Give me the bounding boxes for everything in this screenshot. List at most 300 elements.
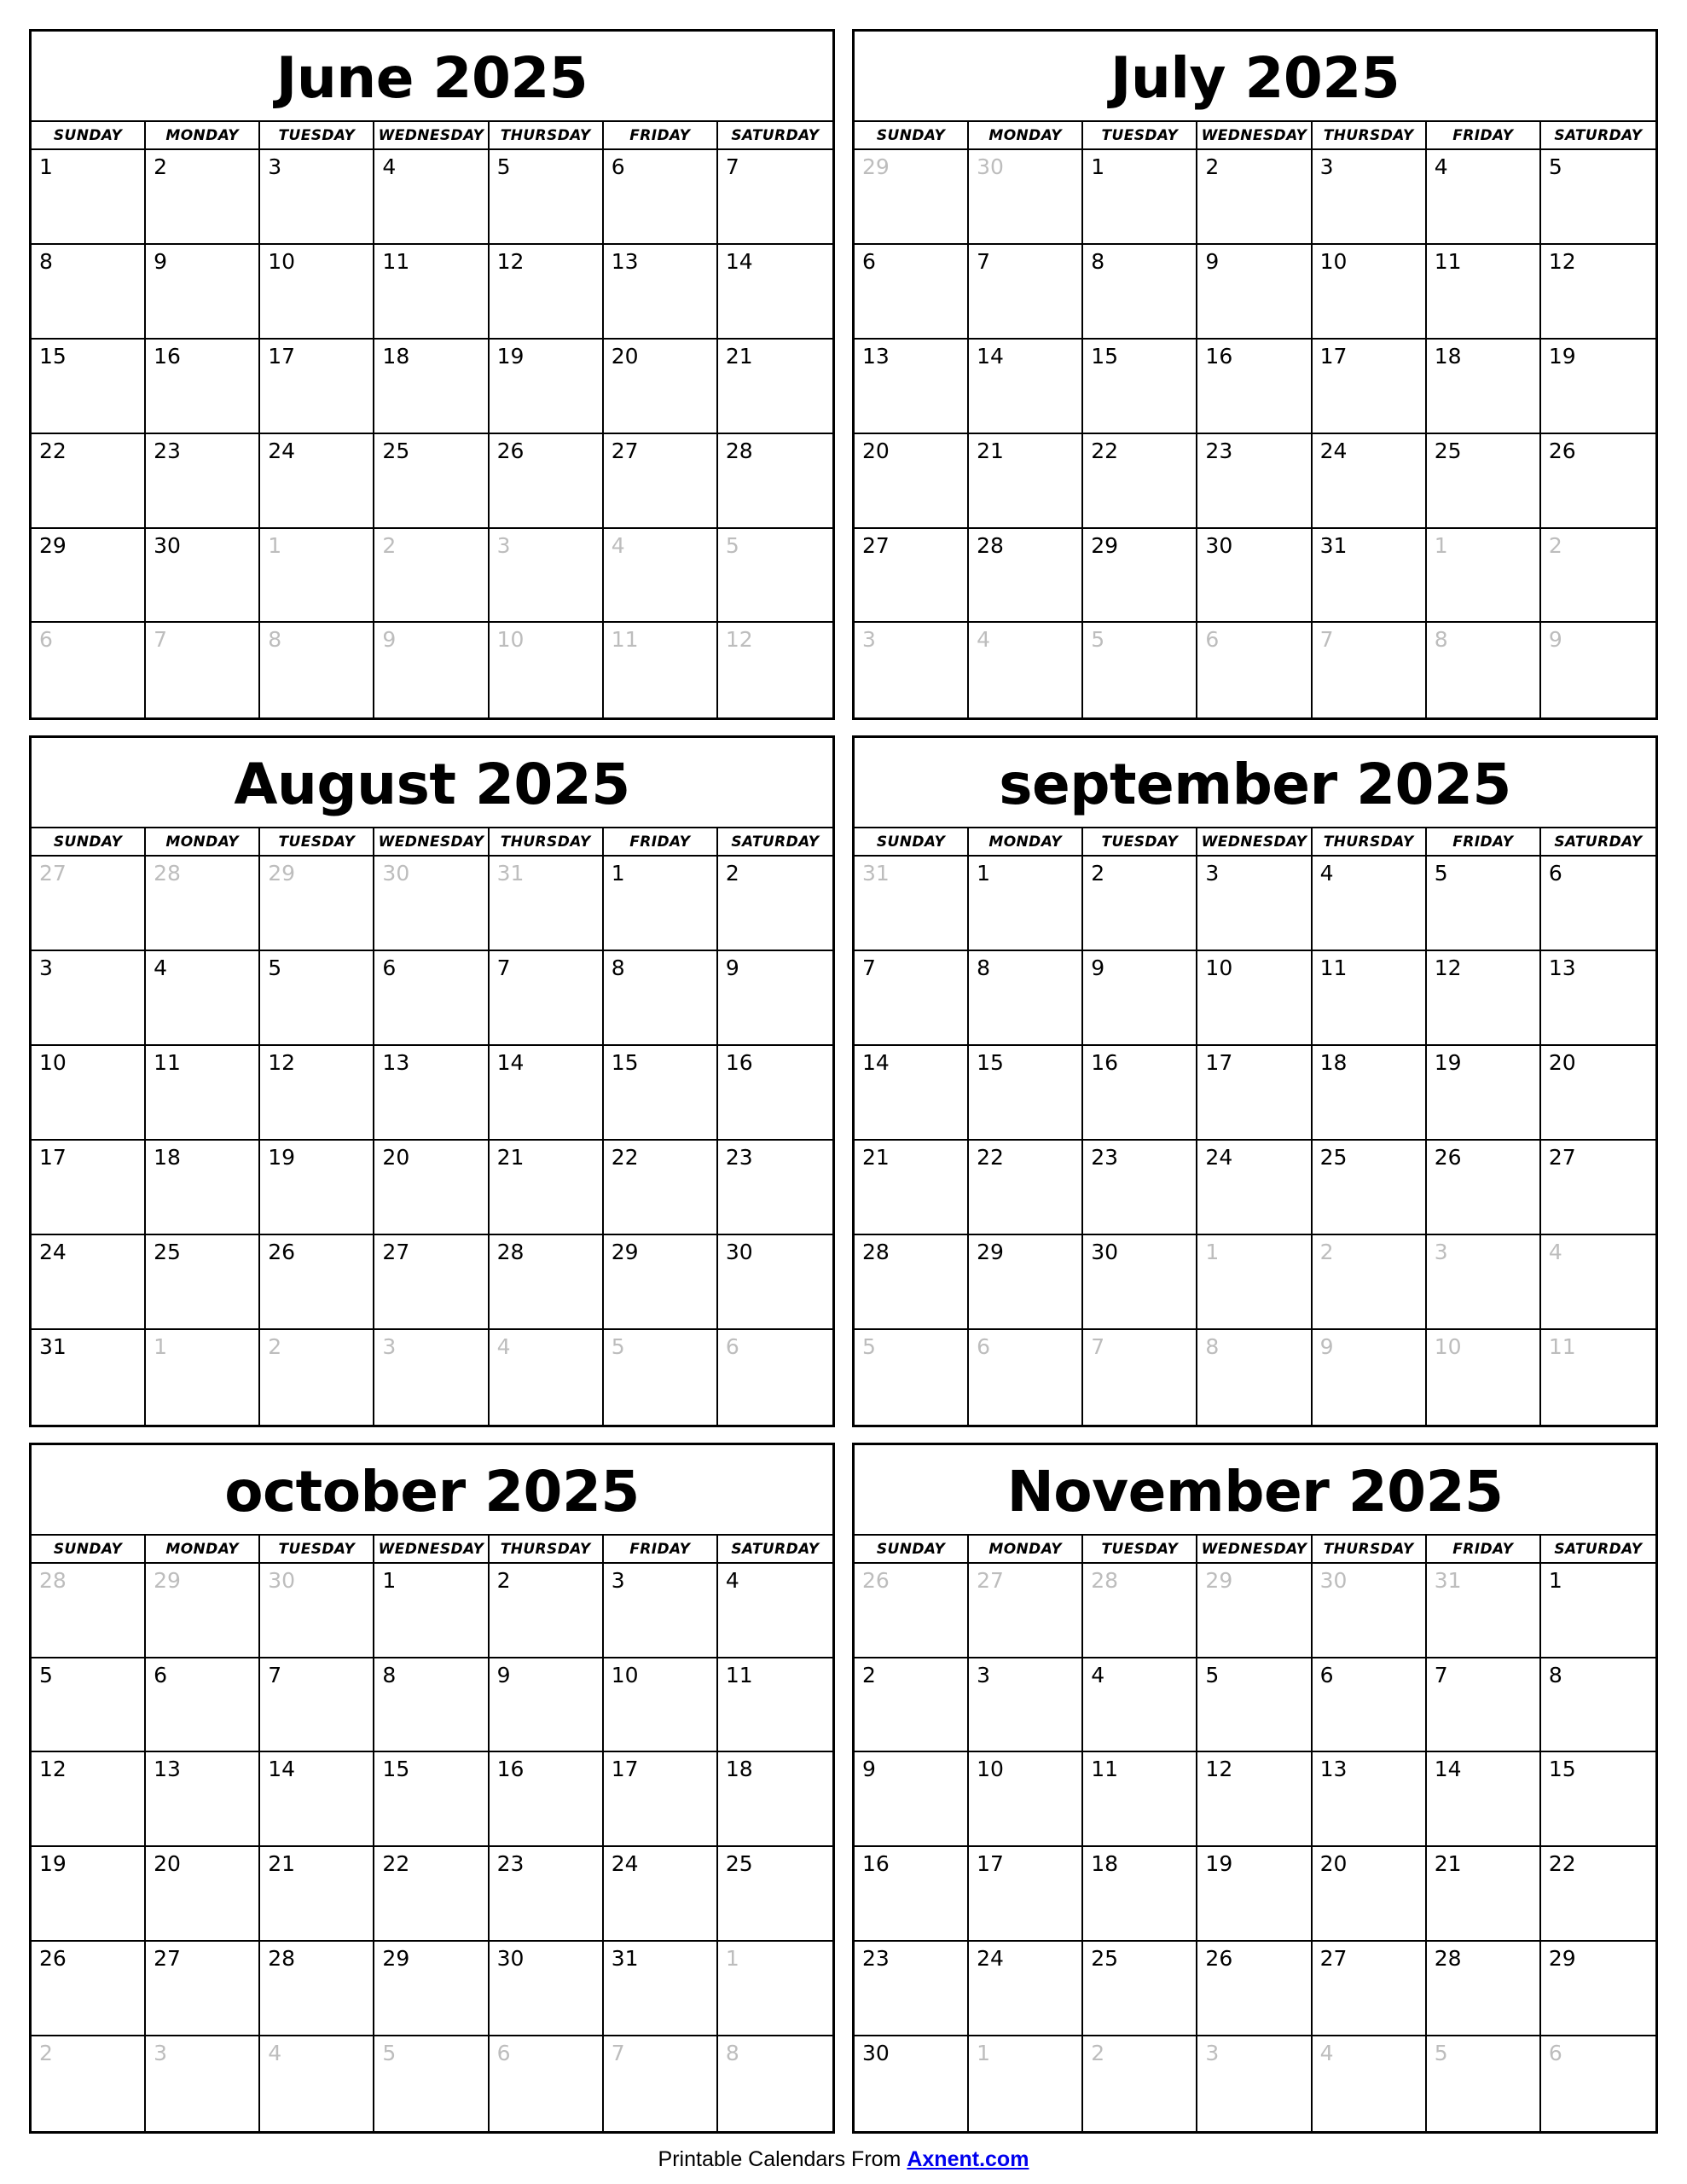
day-cell[interactable]: 15 (1548, 1757, 1576, 1782)
weekday-header: WEDNESDAY (1197, 122, 1312, 148)
day-cell-adjacent-month[interactable]: 2 (1548, 532, 1562, 558)
day-cell-adjacent-month[interactable]: 8 (1197, 1330, 1312, 1425)
day-cell[interactable]: 26 (1548, 438, 1576, 463)
week-row (32, 857, 832, 951)
day-cell[interactable]: 10 (1313, 245, 1427, 338)
day-cell[interactable]: 8 (1548, 1662, 1562, 1687)
day-cell-adjacent-month[interactable]: 4 (604, 529, 718, 622)
day-cell[interactable]: 7 (725, 154, 739, 179)
day-cell-adjacent-month[interactable]: 7 (604, 2036, 718, 2131)
week-row (855, 857, 1655, 951)
day-cell[interactable]: 11 (1427, 245, 1541, 338)
weeks-container (32, 857, 832, 1424)
day-cell[interactable]: 24 (32, 1235, 146, 1328)
day-cell[interactable]: 13 (1313, 1752, 1427, 1845)
day-cell[interactable]: 28 (1427, 1942, 1541, 2035)
day-cell[interactable]: 28 (260, 1942, 374, 2035)
day-cell[interactable]: 1 (32, 150, 146, 243)
day-cell-adjacent-month[interactable]: 11 (1548, 1333, 1576, 1359)
day-cell[interactable]: 27 (604, 434, 718, 527)
month-block (852, 1443, 1658, 2134)
day-cell[interactable]: 25 (374, 434, 489, 527)
week-row (855, 1141, 1655, 1235)
day-cell[interactable]: 28 (855, 1235, 969, 1328)
day-cell-adjacent-month[interactable]: 4 (490, 1330, 604, 1425)
day-cell[interactable]: 26 (32, 1942, 146, 2035)
day-cell[interactable]: 4 (146, 951, 260, 1044)
day-cell[interactable]: 10 (604, 1658, 718, 1751)
day-cell[interactable]: 19 (260, 1141, 374, 1234)
day-cell[interactable]: 7 (855, 951, 969, 1044)
day-cell[interactable]: 1 (1548, 1567, 1562, 1593)
day-cell[interactable]: 5 (32, 1658, 146, 1751)
day-cell[interactable]: 14 (260, 1752, 374, 1845)
day-cell-adjacent-month[interactable]: 2 (260, 1330, 374, 1425)
day-cell[interactable]: 19 (32, 1847, 146, 1940)
weekday-header: SATURDAY (1554, 1540, 1643, 1558)
day-cell[interactable]: 3 (1197, 857, 1312, 950)
day-cell[interactable]: 22 (32, 434, 146, 527)
day-cell-adjacent-month[interactable]: 3 (1427, 1235, 1541, 1328)
day-cell-adjacent-month[interactable]: 1 (1427, 529, 1541, 622)
day-cell[interactable]: 18 (146, 1141, 260, 1234)
day-cell-adjacent-month[interactable]: 12 (725, 627, 753, 653)
day-cell-adjacent-month[interactable]: 2 (374, 529, 489, 622)
day-cell[interactable]: 25 (146, 1235, 260, 1328)
day-cell-adjacent-month[interactable]: 5 (1427, 2036, 1541, 2131)
week-row (855, 2036, 1655, 2131)
day-cell[interactable]: 17 (32, 1141, 146, 1234)
day-cell-adjacent-month[interactable]: 1 (969, 2036, 1083, 2131)
day-cell-adjacent-month[interactable]: 1 (725, 1946, 739, 1972)
day-cell-adjacent-month[interactable]: 1 (146, 1330, 260, 1425)
day-cell[interactable]: 18 (1427, 340, 1541, 433)
day-cell[interactable]: 21 (260, 1847, 374, 1940)
day-cell-adjacent-month[interactable]: 5 (1083, 623, 1197, 717)
day-cell[interactable]: 26 (490, 434, 604, 527)
day-cell[interactable]: 24 (260, 434, 374, 527)
day-cell-adjacent-month[interactable]: 7 (1083, 1330, 1197, 1425)
day-cell[interactable]: 20 (604, 340, 718, 433)
day-cell-adjacent-month[interactable]: 3 (490, 529, 604, 622)
week-row (855, 951, 1655, 1046)
day-cell-adjacent-month[interactable]: 31 (855, 857, 969, 950)
footer-brand-link[interactable]: Axnent.com (907, 2147, 1029, 2171)
day-cell[interactable]: 17 (1313, 340, 1427, 433)
day-cell-adjacent-month[interactable]: 6 (1548, 2041, 1562, 2066)
day-cell-adjacent-month[interactable]: 7 (146, 623, 260, 717)
day-cell[interactable]: 23 (855, 1942, 969, 2035)
day-cell[interactable]: 2 (725, 861, 739, 886)
day-cell[interactable]: 31 (604, 1942, 718, 2035)
day-cell-adjacent-month[interactable]: 5 (855, 1330, 969, 1425)
day-cell[interactable]: 29 (1548, 1946, 1576, 1972)
weeks-container (32, 150, 832, 717)
day-cell-adjacent-month[interactable]: 30 (260, 1564, 374, 1657)
day-cell[interactable]: 9 (1083, 951, 1197, 1044)
day-cell[interactable]: 6 (604, 150, 718, 243)
day-cell[interactable]: 28 (969, 529, 1083, 622)
day-cell[interactable]: 2 (490, 1564, 604, 1657)
day-cell[interactable]: 16 (490, 1752, 604, 1845)
day-cell[interactable]: 16 (146, 340, 260, 433)
day-cell[interactable]: 12 (260, 1046, 374, 1139)
weekday-header: SATURDAY (731, 1540, 820, 1558)
day-cell[interactable]: 9 (725, 956, 739, 981)
weekday-header: SATURDAY (1554, 834, 1643, 851)
day-cell[interactable]: 30 (855, 2036, 969, 2131)
day-cell[interactable]: 3 (969, 1658, 1083, 1751)
day-cell[interactable]: 8 (969, 951, 1083, 1044)
day-cell[interactable]: 12 (1427, 951, 1541, 1044)
week-row (32, 529, 832, 624)
week-row (855, 1330, 1655, 1425)
day-cell[interactable]: 13 (374, 1046, 489, 1139)
day-cell[interactable]: 27 (374, 1235, 489, 1328)
day-cell-adjacent-month[interactable]: 26 (855, 1564, 969, 1657)
day-cell[interactable]: 26 (1427, 1141, 1541, 1234)
day-cell[interactable]: 16 (1083, 1046, 1197, 1139)
weekday-header: SUNDAY (32, 1536, 146, 1562)
day-cell[interactable]: 13 (146, 1752, 260, 1845)
day-cell[interactable]: 9 (855, 1752, 969, 1845)
day-cell[interactable]: 15 (604, 1046, 718, 1139)
day-cell[interactable]: 14 (725, 248, 753, 274)
weekday-header: SUNDAY (855, 1536, 969, 1562)
day-cell-adjacent-month[interactable]: 4 (1313, 2036, 1427, 2131)
day-cell[interactable]: 11 (1313, 951, 1427, 1044)
day-cell-adjacent-month[interactable]: 31 (490, 857, 604, 950)
weekday-header: MONDAY (146, 122, 260, 148)
day-cell[interactable]: 25 (1313, 1141, 1427, 1234)
day-cell-adjacent-month[interactable]: 8 (260, 623, 374, 717)
day-cell[interactable]: 23 (1083, 1141, 1197, 1234)
day-cell[interactable]: 15 (969, 1046, 1083, 1139)
day-cell[interactable]: 17 (604, 1752, 718, 1845)
day-cell[interactable]: 9 (1197, 245, 1312, 338)
day-cell-adjacent-month[interactable]: 30 (374, 857, 489, 950)
day-cell-adjacent-month[interactable]: 29 (1197, 1564, 1312, 1657)
day-cell-adjacent-month[interactable]: 9 (1548, 627, 1562, 653)
day-cell[interactable]: 27 (1313, 1942, 1427, 2035)
week-row (32, 150, 832, 245)
day-cell-adjacent-month[interactable]: 30 (969, 150, 1083, 243)
day-cell[interactable]: 1 (604, 857, 718, 950)
day-cell-adjacent-month[interactable]: 5 (604, 1330, 718, 1425)
day-cell-adjacent-month[interactable]: 8 (1427, 623, 1541, 717)
week-row (855, 1658, 1655, 1753)
day-cell[interactable]: 30 (725, 1239, 753, 1264)
week-row (32, 623, 832, 717)
day-cell[interactable]: 13 (855, 340, 969, 433)
day-cell[interactable]: 7 (260, 1658, 374, 1751)
day-cell-adjacent-month[interactable]: 10 (1427, 1330, 1541, 1425)
day-cell[interactable]: 28 (490, 1235, 604, 1328)
week-row (32, 340, 832, 434)
weekday-header: FRIDAY (1427, 122, 1541, 148)
day-cell-adjacent-month[interactable]: 6 (969, 1330, 1083, 1425)
day-cell[interactable]: 23 (146, 434, 260, 527)
week-row (32, 1141, 832, 1235)
week-row (32, 1752, 832, 1847)
week-row (855, 434, 1655, 529)
day-cell[interactable]: 31 (32, 1330, 146, 1425)
day-cell[interactable]: 14 (1427, 1752, 1541, 1845)
day-cell[interactable]: 27 (855, 529, 969, 622)
week-row (855, 1847, 1655, 1942)
day-cell-adjacent-month[interactable]: 29 (146, 1564, 260, 1657)
day-cell[interactable]: 1 (374, 1564, 489, 1657)
day-cell[interactable]: 26 (1197, 1942, 1312, 2035)
day-cell[interactable]: 28 (725, 438, 753, 463)
day-cell[interactable]: 17 (1197, 1046, 1312, 1139)
day-cell[interactable]: 20 (1313, 1847, 1427, 1940)
day-cell[interactable]: 10 (1197, 951, 1312, 1044)
day-cell[interactable]: 8 (374, 1658, 489, 1751)
day-cell[interactable]: 21 (490, 1141, 604, 1234)
day-cell[interactable]: 13 (604, 245, 718, 338)
day-cell-adjacent-month[interactable]: 31 (1427, 1564, 1541, 1657)
week-row (32, 245, 832, 340)
day-cell[interactable]: 16 (1197, 340, 1312, 433)
day-cell[interactable]: 4 (374, 150, 489, 243)
day-cell[interactable]: 24 (969, 1942, 1083, 2035)
day-cell[interactable]: 5 (1548, 154, 1562, 179)
day-cell-adjacent-month[interactable]: 3 (146, 2036, 260, 2131)
day-cell[interactable]: 6 (1548, 861, 1562, 886)
day-cell[interactable]: 5 (490, 150, 604, 243)
day-cell[interactable]: 14 (969, 340, 1083, 433)
day-cell[interactable]: 3 (260, 150, 374, 243)
day-cell[interactable]: 23 (725, 1144, 753, 1170)
day-cell[interactable]: 4 (1083, 1658, 1197, 1751)
day-cell[interactable]: 3 (1313, 150, 1427, 243)
day-cell[interactable]: 21 (969, 434, 1083, 527)
day-cell-adjacent-month[interactable]: 5 (725, 532, 739, 558)
day-cell[interactable]: 18 (725, 1757, 753, 1782)
weekday-header: WEDNESDAY (374, 122, 489, 148)
day-cell[interactable]: 14 (855, 1046, 969, 1139)
day-cell-adjacent-month[interactable]: 1 (1197, 1235, 1312, 1328)
day-cell[interactable]: 5 (1427, 857, 1541, 950)
day-cell[interactable]: 17 (260, 340, 374, 433)
day-cell[interactable]: 1 (1083, 150, 1197, 243)
day-cell-adjacent-month[interactable]: 3 (374, 1330, 489, 1425)
day-cell[interactable]: 20 (374, 1141, 489, 1234)
day-cell[interactable]: 18 (1313, 1046, 1427, 1139)
day-cell[interactable]: 4 (725, 1567, 739, 1593)
day-cell[interactable]: 29 (969, 1235, 1083, 1328)
day-cell[interactable]: 23 (490, 1847, 604, 1940)
day-cell[interactable]: 2 (146, 150, 260, 243)
day-cell[interactable]: 19 (490, 340, 604, 433)
day-cell[interactable]: 6 (374, 951, 489, 1044)
day-cell[interactable]: 31 (1313, 529, 1427, 622)
day-cell[interactable]: 16 (725, 1050, 753, 1076)
day-cell[interactable]: 7 (1427, 1658, 1541, 1751)
day-cell[interactable]: 20 (855, 434, 969, 527)
day-cell-adjacent-month[interactable]: 1 (260, 529, 374, 622)
day-cell[interactable]: 8 (604, 951, 718, 1044)
day-cell[interactable]: 6 (146, 1658, 260, 1751)
day-cell-adjacent-month[interactable]: 3 (855, 623, 969, 717)
day-cell[interactable]: 21 (1427, 1847, 1541, 1940)
day-cell[interactable]: 24 (604, 1847, 718, 1940)
day-cell[interactable]: 19 (1197, 1847, 1312, 1940)
day-cell[interactable]: 22 (1548, 1851, 1576, 1877)
day-cell[interactable]: 12 (1548, 248, 1576, 274)
day-cell[interactable]: 10 (969, 1752, 1083, 1845)
day-cell-adjacent-month[interactable]: 4 (969, 623, 1083, 717)
day-cell-adjacent-month[interactable]: 5 (374, 2036, 489, 2131)
day-cell[interactable]: 2 (855, 1658, 969, 1751)
day-cell[interactable]: 30 (1197, 529, 1312, 622)
week-row (32, 434, 832, 529)
day-cell[interactable]: 18 (374, 340, 489, 433)
weekday-header-row (855, 827, 1655, 857)
day-cell-adjacent-month[interactable]: 6 (1197, 623, 1312, 717)
week-row (855, 1942, 1655, 2036)
day-cell[interactable]: 17 (969, 1847, 1083, 1940)
day-cell-adjacent-month[interactable]: 10 (490, 623, 604, 717)
weekday-header-row (32, 827, 832, 857)
weekday-header: SATURDAY (1554, 127, 1643, 144)
weeks-container (855, 1564, 1655, 2131)
day-cell[interactable]: 29 (32, 529, 146, 622)
day-cell[interactable]: 30 (1083, 1235, 1197, 1328)
day-cell-adjacent-month[interactable]: 6 (725, 1333, 739, 1359)
day-cell[interactable]: 22 (969, 1141, 1083, 1234)
week-row (855, 245, 1655, 340)
day-cell[interactable]: 22 (374, 1847, 489, 1940)
day-cell-adjacent-month[interactable]: 28 (32, 1564, 146, 1657)
weekday-header: FRIDAY (604, 122, 718, 148)
day-cell[interactable]: 5 (260, 951, 374, 1044)
day-cell[interactable]: 29 (604, 1235, 718, 1328)
day-cell[interactable]: 6 (1313, 1658, 1427, 1751)
day-cell[interactable]: 19 (1427, 1046, 1541, 1139)
day-cell[interactable]: 3 (604, 1564, 718, 1657)
day-cell[interactable]: 10 (32, 1046, 146, 1139)
day-cell[interactable]: 2 (1083, 857, 1197, 950)
day-cell[interactable]: 14 (490, 1046, 604, 1139)
weekday-header-row (855, 120, 1655, 150)
day-cell-adjacent-month[interactable]: 6 (32, 623, 146, 717)
day-cell[interactable]: 4 (1427, 150, 1541, 243)
day-cell[interactable]: 2 (1197, 150, 1312, 243)
day-cell[interactable]: 22 (1083, 434, 1197, 527)
day-cell[interactable]: 29 (1083, 529, 1197, 622)
day-cell-adjacent-month[interactable]: 27 (32, 857, 146, 950)
day-cell-adjacent-month[interactable]: 8 (725, 2041, 739, 2066)
day-cell[interactable]: 12 (490, 245, 604, 338)
day-cell-adjacent-month[interactable]: 29 (855, 150, 969, 243)
day-cell-adjacent-month[interactable]: 7 (1313, 623, 1427, 717)
weekday-header: THURSDAY (1313, 828, 1427, 855)
weekday-header: SUNDAY (855, 828, 969, 855)
day-cell[interactable]: 12 (1197, 1752, 1312, 1845)
day-cell[interactable]: 22 (604, 1141, 718, 1234)
day-cell[interactable]: 15 (1083, 340, 1197, 433)
day-cell[interactable]: 29 (374, 1942, 489, 2035)
day-cell[interactable]: 23 (1197, 434, 1312, 527)
day-cell[interactable]: 26 (260, 1235, 374, 1328)
day-cell[interactable]: 9 (146, 245, 260, 338)
day-cell[interactable]: 8 (32, 245, 146, 338)
day-cell[interactable]: 11 (374, 245, 489, 338)
day-cell[interactable]: 9 (490, 1658, 604, 1751)
day-cell[interactable]: 15 (32, 340, 146, 433)
day-cell-adjacent-month[interactable]: 4 (260, 2036, 374, 2131)
week-row (32, 1046, 832, 1141)
day-cell-adjacent-month[interactable]: 28 (146, 857, 260, 950)
day-cell-adjacent-month[interactable]: 2 (1083, 2036, 1197, 2131)
day-cell-adjacent-month[interactable]: 27 (969, 1564, 1083, 1657)
weeks-container (855, 857, 1655, 1424)
month-title: August 2025 (234, 752, 630, 818)
day-cell-adjacent-month[interactable]: 9 (374, 623, 489, 717)
day-cell[interactable]: 19 (1548, 343, 1576, 369)
day-cell[interactable]: 20 (1548, 1050, 1576, 1076)
day-cell[interactable]: 16 (855, 1847, 969, 1940)
day-cell[interactable]: 18 (1083, 1847, 1197, 1940)
day-cell[interactable]: 27 (146, 1942, 260, 2035)
day-cell-adjacent-month[interactable]: 9 (1313, 1330, 1427, 1425)
day-cell[interactable]: 21 (725, 343, 753, 369)
day-cell[interactable]: 15 (374, 1752, 489, 1845)
day-cell[interactable]: 24 (1313, 434, 1427, 527)
day-cell-adjacent-month[interactable]: 6 (490, 2036, 604, 2131)
day-cell-adjacent-month[interactable]: 2 (32, 2036, 146, 2131)
day-cell[interactable]: 6 (855, 245, 969, 338)
day-cell[interactable]: 24 (1197, 1141, 1312, 1234)
day-cell-adjacent-month[interactable]: 29 (260, 857, 374, 950)
day-cell[interactable]: 10 (260, 245, 374, 338)
day-cell[interactable]: 8 (1083, 245, 1197, 338)
day-cell[interactable]: 7 (490, 951, 604, 1044)
day-cell-adjacent-month[interactable]: 30 (1313, 1564, 1427, 1657)
day-cell[interactable]: 13 (1548, 956, 1576, 981)
day-cell[interactable]: 5 (1197, 1658, 1312, 1751)
day-cell[interactable]: 12 (32, 1752, 146, 1845)
day-cell-adjacent-month[interactable]: 4 (1548, 1239, 1562, 1264)
day-cell[interactable]: 20 (146, 1847, 260, 1940)
day-cell-adjacent-month[interactable]: 28 (1083, 1564, 1197, 1657)
day-cell-adjacent-month[interactable]: 11 (604, 623, 718, 717)
day-cell[interactable]: 1 (969, 857, 1083, 950)
day-cell[interactable]: 3 (32, 951, 146, 1044)
day-cell-adjacent-month[interactable]: 2 (1313, 1235, 1427, 1328)
day-cell[interactable]: 11 (146, 1046, 260, 1139)
day-cell[interactable]: 21 (855, 1141, 969, 1234)
day-cell[interactable]: 11 (1083, 1752, 1197, 1845)
weekday-header: TUESDAY (260, 1536, 374, 1562)
day-cell[interactable]: 25 (725, 1851, 753, 1877)
day-cell[interactable]: 25 (1427, 434, 1541, 527)
weekday-header: TUESDAY (1083, 122, 1197, 148)
day-cell[interactable]: 4 (1313, 857, 1427, 950)
day-cell[interactable]: 30 (490, 1942, 604, 2035)
day-cell[interactable]: 27 (1548, 1144, 1576, 1170)
week-row (855, 1564, 1655, 1658)
day-cell[interactable]: 30 (146, 529, 260, 622)
day-cell[interactable]: 7 (969, 245, 1083, 338)
day-cell-adjacent-month[interactable]: 3 (1197, 2036, 1312, 2131)
day-cell[interactable]: 25 (1083, 1942, 1197, 2035)
weekday-header: FRIDAY (1427, 828, 1541, 855)
weekday-header: THURSDAY (1313, 122, 1427, 148)
day-cell[interactable]: 11 (725, 1662, 753, 1687)
